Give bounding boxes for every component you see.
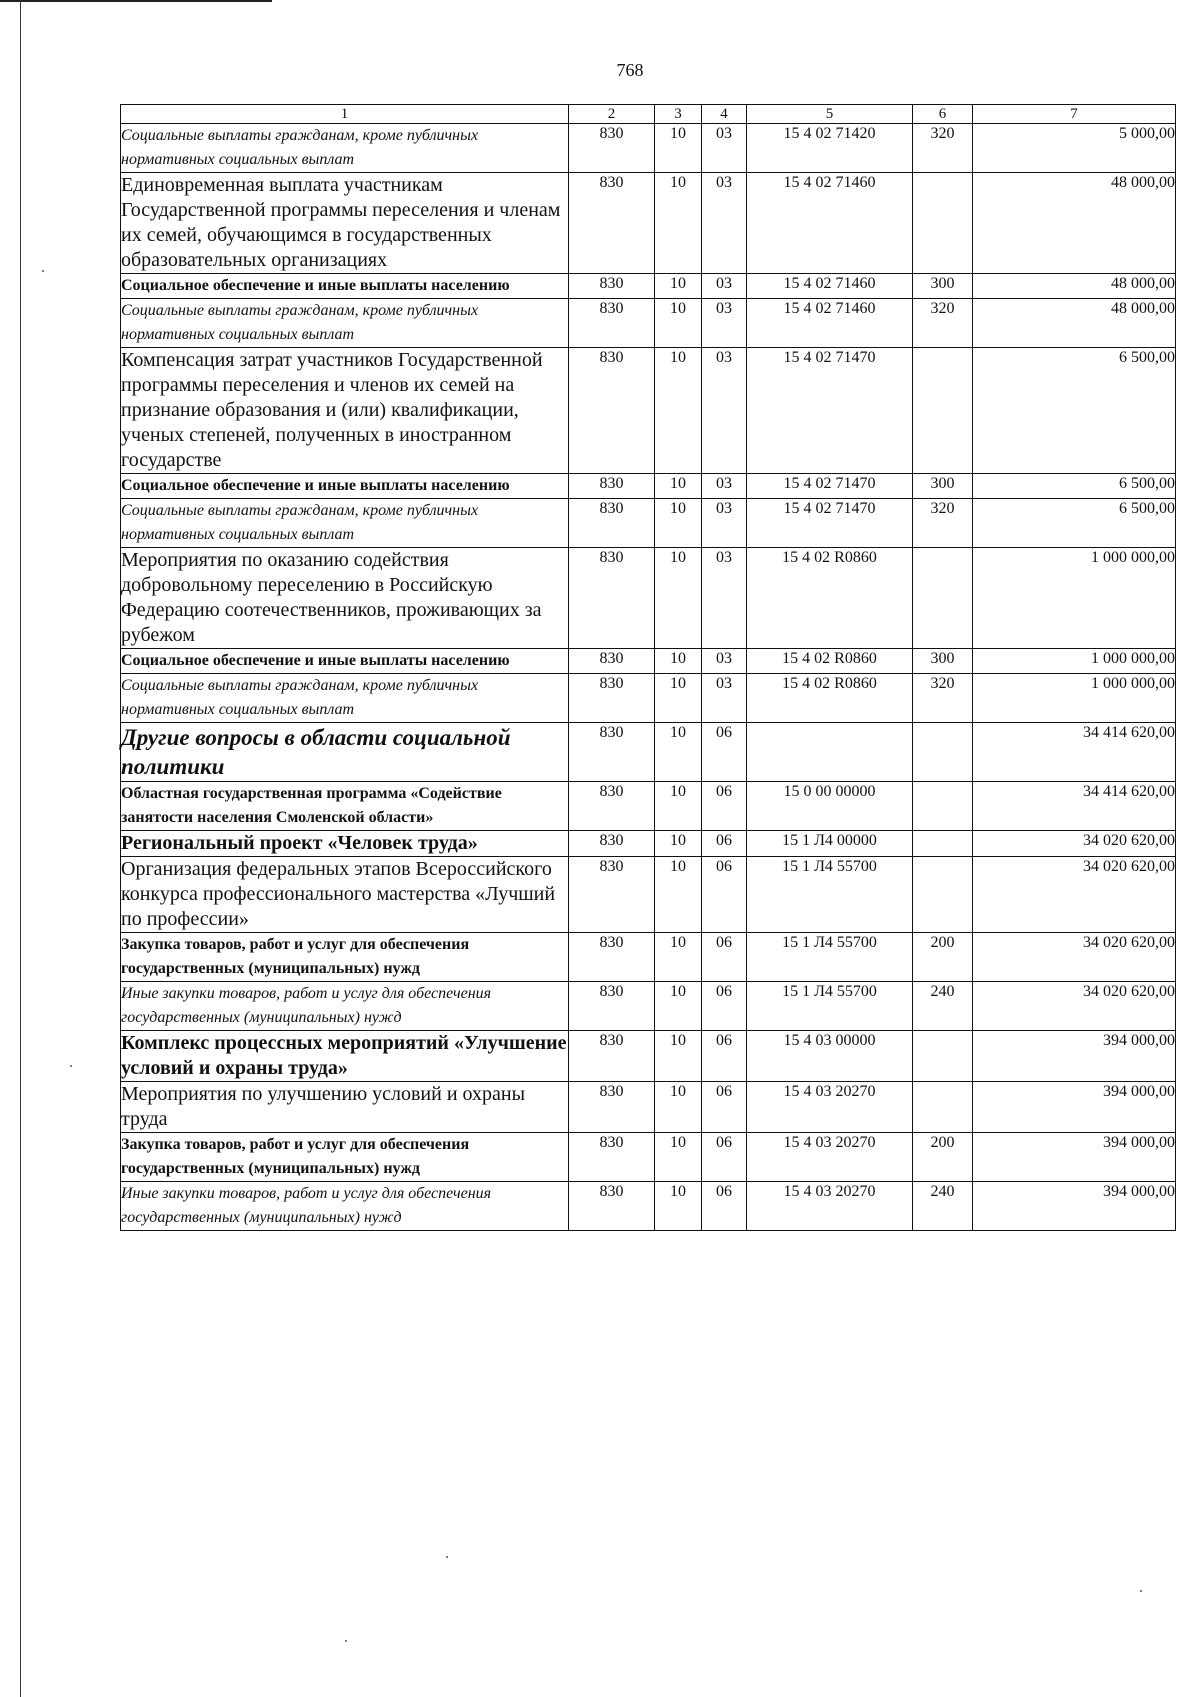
row-name-cell: Региональный проект «Человек труда» [121, 831, 569, 857]
row-amount-cell: 34 020 620,00 [973, 831, 1176, 857]
row-amount-cell: 394 000,00 [973, 1031, 1176, 1082]
row-target-article-cell: 15 4 03 20270 [747, 1133, 913, 1182]
row-section-cell: 10 [655, 982, 702, 1031]
table-row [121, 299, 1176, 348]
row-name-cell: Другие вопросы в области социальной политики [121, 723, 569, 782]
row-subsection-cell: 03 [702, 173, 747, 274]
table-row [121, 723, 1176, 782]
table-row [121, 474, 1176, 499]
row-admin-code-cell: 830 [569, 1133, 655, 1182]
row-section-cell: 10 [655, 831, 702, 857]
row-target-article-cell: 15 4 02 71460 [747, 173, 913, 274]
table-row [121, 499, 1176, 548]
row-target-article-cell: 15 4 02 R0860 [747, 649, 913, 674]
row-expense-type-cell [913, 1082, 973, 1133]
row-target-article-cell: 15 4 02 R0860 [747, 674, 913, 723]
row-expense-type-cell: 320 [913, 299, 973, 348]
row-amount-cell: 6 500,00 [973, 474, 1176, 499]
row-admin-code-cell: 830 [569, 674, 655, 723]
scan-speck [42, 270, 44, 272]
scan-speck [345, 1640, 347, 1642]
row-admin-code-cell: 830 [569, 274, 655, 299]
row-amount-cell: 1 000 000,00 [973, 649, 1176, 674]
row-expense-type-cell: 300 [913, 649, 973, 674]
scan-speck [70, 1065, 72, 1067]
row-section-cell: 10 [655, 548, 702, 649]
table-row [121, 1031, 1176, 1082]
header-cell-3: 3 [655, 105, 702, 124]
table-row [121, 348, 1176, 474]
row-section-cell: 10 [655, 649, 702, 674]
row-expense-type-cell: 200 [913, 1133, 973, 1182]
row-name-cell: Социальные выплаты гражданам, кроме публичных нормативных социальных выплат [121, 124, 569, 173]
row-target-article-cell: 15 4 02 71420 [747, 124, 913, 173]
row-expense-type-cell [913, 548, 973, 649]
row-subsection-cell: 03 [702, 674, 747, 723]
header-cell-2: 2 [569, 105, 655, 124]
row-subsection-cell: 06 [702, 933, 747, 982]
row-target-article-cell: 15 4 02 71460 [747, 274, 913, 299]
row-expense-type-cell [913, 857, 973, 933]
row-section-cell: 10 [655, 1031, 702, 1082]
table-row [121, 1182, 1176, 1231]
row-expense-type-cell: 240 [913, 1182, 973, 1231]
row-target-article-cell: 15 4 02 71470 [747, 499, 913, 548]
row-expense-type-cell [913, 348, 973, 474]
row-expense-type-cell: 240 [913, 982, 973, 1031]
row-admin-code-cell: 830 [569, 723, 655, 782]
row-target-article-cell: 15 4 02 71470 [747, 474, 913, 499]
table-row [121, 274, 1176, 299]
row-admin-code-cell: 830 [569, 1031, 655, 1082]
row-target-article-cell: 15 4 02 71470 [747, 348, 913, 474]
header-cell-7: 7 [973, 105, 1176, 124]
row-section-cell: 10 [655, 299, 702, 348]
row-expense-type-cell [913, 782, 973, 831]
row-target-article-cell [747, 723, 913, 782]
header-cell-6: 6 [913, 105, 973, 124]
row-amount-cell: 394 000,00 [973, 1133, 1176, 1182]
row-name-cell: Социальное обеспечение и иные выплаты населению [121, 649, 569, 674]
row-amount-cell: 34 414 620,00 [973, 723, 1176, 782]
row-admin-code-cell: 830 [569, 474, 655, 499]
row-name-cell: Мероприятия по улучшению условий и охраны труда [121, 1082, 569, 1133]
row-name-cell: Социальное обеспечение и иные выплаты населению [121, 274, 569, 299]
row-name-cell: Организация федеральных этапов Всероссийского конкурса профессионального мастерства «Лучший по профессии» [121, 857, 569, 933]
top-rule [0, 0, 272, 2]
row-subsection-cell: 06 [702, 831, 747, 857]
row-admin-code-cell: 830 [569, 548, 655, 649]
row-section-cell: 10 [655, 348, 702, 474]
row-expense-type-cell: 320 [913, 499, 973, 548]
scan-speck [446, 1556, 448, 1558]
table-row [121, 933, 1176, 982]
row-target-article-cell: 15 1 Л4 55700 [747, 933, 913, 982]
row-section-cell: 10 [655, 674, 702, 723]
table-row [121, 1082, 1176, 1133]
row-section-cell: 10 [655, 1182, 702, 1231]
row-target-article-cell: 15 1 Л4 55700 [747, 857, 913, 933]
row-name-cell: Социальные выплаты гражданам, кроме публичных нормативных социальных выплат [121, 299, 569, 348]
table-row [121, 649, 1176, 674]
row-admin-code-cell: 830 [569, 857, 655, 933]
row-subsection-cell: 03 [702, 548, 747, 649]
row-section-cell: 10 [655, 1133, 702, 1182]
row-admin-code-cell: 830 [569, 348, 655, 474]
row-section-cell: 10 [655, 274, 702, 299]
table-header-row [121, 105, 1176, 124]
row-subsection-cell: 06 [702, 1182, 747, 1231]
row-section-cell: 10 [655, 723, 702, 782]
row-subsection-cell: 06 [702, 1031, 747, 1082]
row-expense-type-cell: 320 [913, 674, 973, 723]
row-name-cell: Социальное обеспечение и иные выплаты населению [121, 474, 569, 499]
row-target-article-cell: 15 1 Л4 55700 [747, 982, 913, 1031]
row-admin-code-cell: 830 [569, 124, 655, 173]
row-amount-cell: 48 000,00 [973, 173, 1176, 274]
row-name-cell: Единовременная выплата участникам Государственной программы переселения и членам их семей, обучающимся в государственных образовательных организациях [121, 173, 569, 274]
row-subsection-cell: 03 [702, 499, 747, 548]
header-cell-1: 1 [121, 105, 569, 124]
row-target-article-cell: 15 4 03 00000 [747, 1031, 913, 1082]
row-subsection-cell: 06 [702, 723, 747, 782]
row-amount-cell: 6 500,00 [973, 499, 1176, 548]
table-row [121, 1133, 1176, 1182]
row-name-cell: Иные закупки товаров, работ и услуг для обеспечения государственных (муниципальных) нужд [121, 1182, 569, 1231]
table-row [121, 982, 1176, 1031]
row-name-cell: Комплекс процессных мероприятий «Улучшение условий и охраны труда» [121, 1031, 569, 1082]
table-body [121, 105, 1176, 1231]
table-row [121, 831, 1176, 857]
row-subsection-cell: 03 [702, 299, 747, 348]
row-admin-code-cell: 830 [569, 831, 655, 857]
row-amount-cell: 6 500,00 [973, 348, 1176, 474]
row-name-cell: Социальные выплаты гражданам, кроме публичных нормативных социальных выплат [121, 674, 569, 723]
row-name-cell: Мероприятия по оказанию содействия добровольному переселению в Российскую Федерацию соотечественников, проживающих за рубежом [121, 548, 569, 649]
row-target-article-cell: 15 4 02 71460 [747, 299, 913, 348]
left-margin-rule [20, 0, 21, 1697]
row-target-article-cell: 15 1 Л4 00000 [747, 831, 913, 857]
table-row [121, 548, 1176, 649]
row-subsection-cell: 06 [702, 1133, 747, 1182]
row-target-article-cell: 15 4 03 20270 [747, 1182, 913, 1231]
row-expense-type-cell: 320 [913, 124, 973, 173]
row-name-cell: Компенсация затрат участников Государственной программы переселения и членов их семей на признание образования и (или) квалификации, ученых степеней, полученных в иностранном государстве [121, 348, 569, 474]
row-subsection-cell: 03 [702, 274, 747, 299]
row-expense-type-cell: 200 [913, 933, 973, 982]
row-amount-cell: 34 414 620,00 [973, 782, 1176, 831]
row-name-cell: Закупка товаров, работ и услуг для обеспечения государственных (муниципальных) нужд [121, 933, 569, 982]
row-amount-cell: 5 000,00 [973, 124, 1176, 173]
row-section-cell: 10 [655, 1082, 702, 1133]
row-admin-code-cell: 830 [569, 499, 655, 548]
row-amount-cell: 34 020 620,00 [973, 857, 1176, 933]
row-amount-cell: 48 000,00 [973, 299, 1176, 348]
scan-speck [1140, 1590, 1142, 1592]
row-admin-code-cell: 830 [569, 982, 655, 1031]
row-admin-code-cell: 830 [569, 299, 655, 348]
table-row [121, 857, 1176, 933]
page-number: 768 [616, 60, 644, 80]
row-target-article-cell: 15 4 02 R0860 [747, 548, 913, 649]
row-expense-type-cell [913, 831, 973, 857]
row-section-cell: 10 [655, 857, 702, 933]
row-target-article-cell: 15 4 03 20270 [747, 1082, 913, 1133]
row-admin-code-cell: 830 [569, 1082, 655, 1133]
row-admin-code-cell: 830 [569, 1182, 655, 1231]
row-amount-cell: 34 020 620,00 [973, 933, 1176, 982]
row-subsection-cell: 03 [702, 348, 747, 474]
row-subsection-cell: 03 [702, 124, 747, 173]
table-row [121, 674, 1176, 723]
row-admin-code-cell: 830 [569, 782, 655, 831]
row-subsection-cell: 03 [702, 649, 747, 674]
row-amount-cell: 34 020 620,00 [973, 982, 1176, 1031]
row-amount-cell: 394 000,00 [973, 1082, 1176, 1133]
row-name-cell: Закупка товаров, работ и услуг для обеспечения государственных (муниципальных) нужд [121, 1133, 569, 1182]
header-cell-4: 4 [702, 105, 747, 124]
row-name-cell: Иные закупки товаров, работ и услуг для обеспечения государственных (муниципальных) нужд [121, 982, 569, 1031]
row-expense-type-cell [913, 723, 973, 782]
row-section-cell: 10 [655, 173, 702, 274]
row-target-article-cell: 15 0 00 00000 [747, 782, 913, 831]
row-subsection-cell: 06 [702, 982, 747, 1031]
row-section-cell: 10 [655, 499, 702, 548]
row-subsection-cell: 03 [702, 474, 747, 499]
row-amount-cell: 394 000,00 [973, 1182, 1176, 1231]
row-section-cell: 10 [655, 933, 702, 982]
row-name-cell: Областная государственная программа «Содействие занятости населения Смоленской области» [121, 782, 569, 831]
row-expense-type-cell [913, 1031, 973, 1082]
row-section-cell: 10 [655, 124, 702, 173]
row-name-cell: Социальные выплаты гражданам, кроме публичных нормативных социальных выплат [121, 499, 569, 548]
row-admin-code-cell: 830 [569, 649, 655, 674]
row-section-cell: 10 [655, 782, 702, 831]
row-expense-type-cell [913, 173, 973, 274]
budget-table [120, 104, 1176, 1231]
row-expense-type-cell: 300 [913, 474, 973, 499]
row-expense-type-cell: 300 [913, 274, 973, 299]
table-row [121, 782, 1176, 831]
row-section-cell: 10 [655, 474, 702, 499]
row-amount-cell: 1 000 000,00 [973, 674, 1176, 723]
row-subsection-cell: 06 [702, 782, 747, 831]
row-amount-cell: 1 000 000,00 [973, 548, 1176, 649]
row-admin-code-cell: 830 [569, 933, 655, 982]
table-row [121, 173, 1176, 274]
row-admin-code-cell: 830 [569, 173, 655, 274]
row-subsection-cell: 06 [702, 1082, 747, 1133]
header-cell-5: 5 [747, 105, 913, 124]
table-row [121, 124, 1176, 173]
row-subsection-cell: 06 [702, 857, 747, 933]
row-amount-cell: 48 000,00 [973, 274, 1176, 299]
